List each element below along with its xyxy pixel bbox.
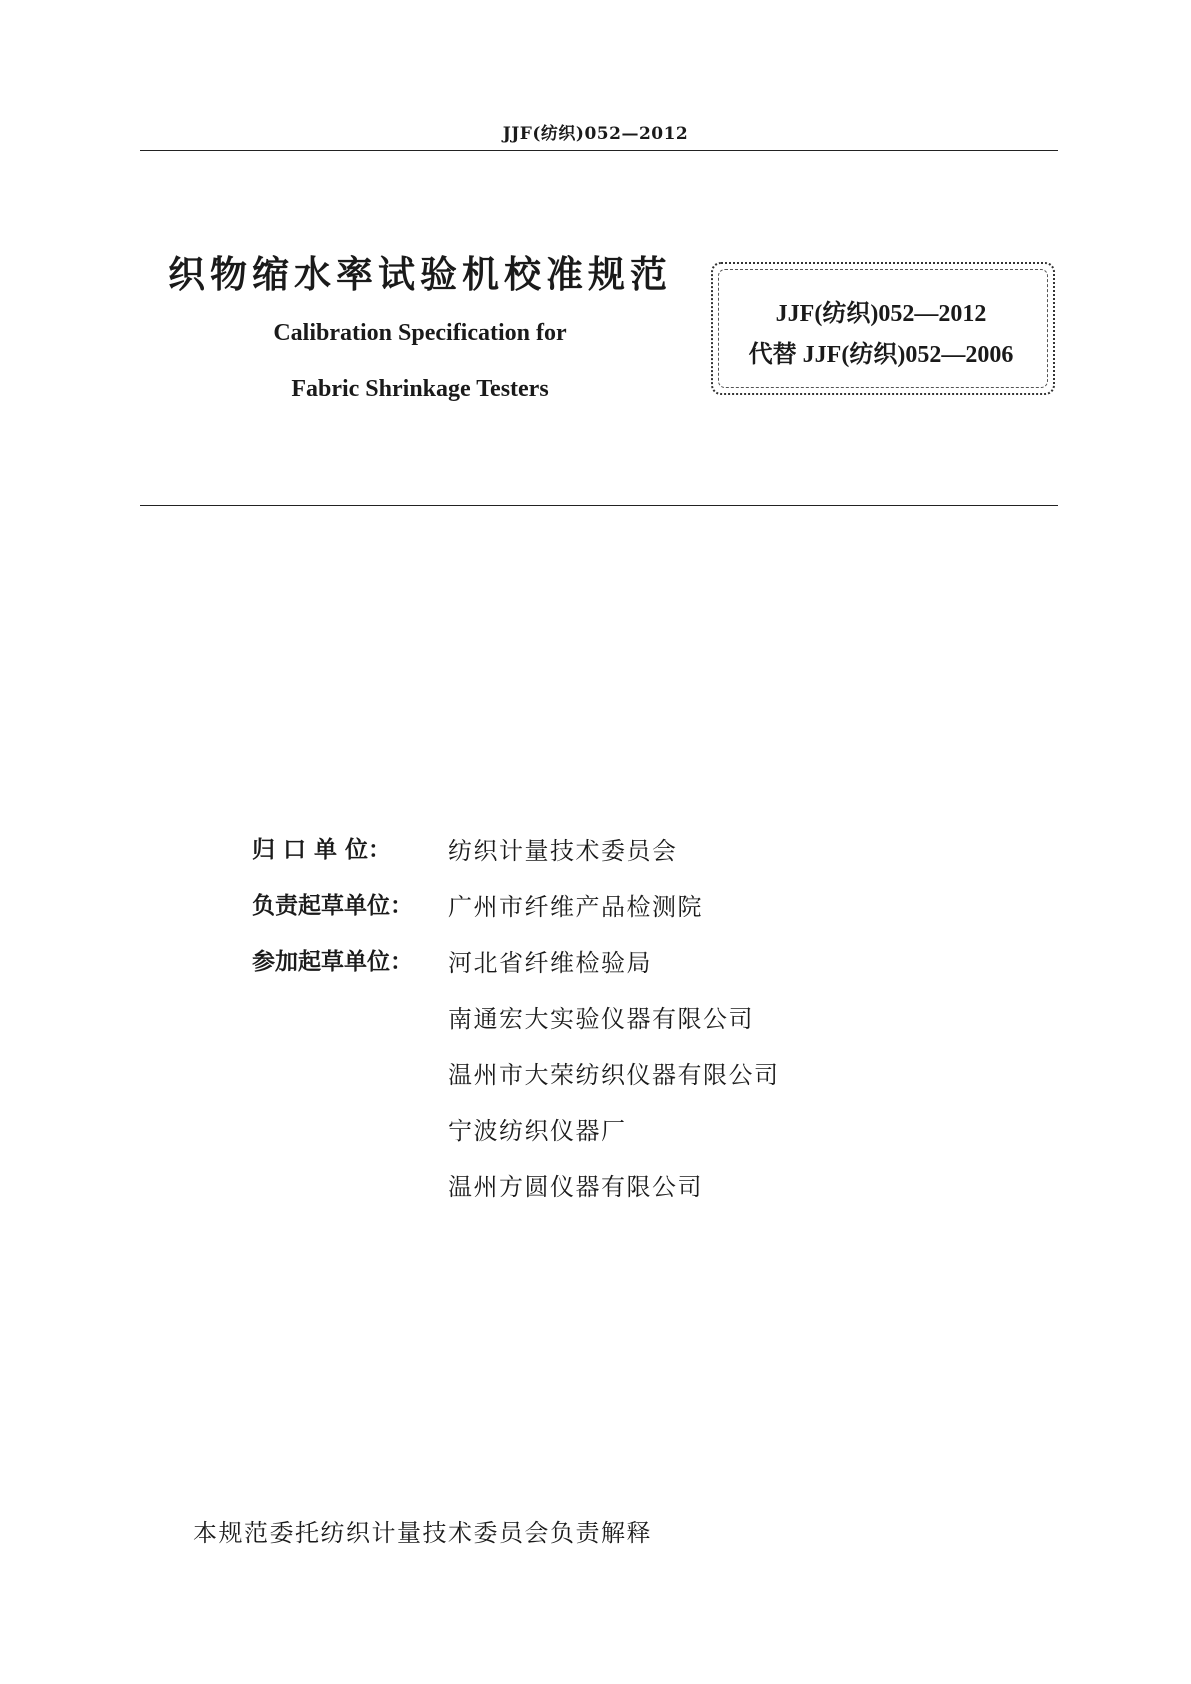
title-english-line1: Calibration Specification for xyxy=(273,320,567,346)
code-box xyxy=(711,262,1055,395)
responsible-unit-label: 归 口 单 位： xyxy=(252,837,392,863)
participating-unit: 温州方圆仪器有限公司 xyxy=(448,1173,703,1201)
interpretation-note: 本规范委托纺织计量技术委员会负责解释 xyxy=(193,1519,652,1547)
header-code: JJF(纺织)052—2012 xyxy=(502,124,689,144)
code-box-standard-code: JJF(纺织)052—2012 xyxy=(775,301,987,327)
responsible-unit: 纺织计量技术委员会 xyxy=(448,837,678,865)
title-rule xyxy=(140,505,1058,506)
code-box-replaces: 代替 JJF(纺织)052—2006 xyxy=(748,342,1014,368)
drafting-unit-label: 负责起草单位： xyxy=(252,893,413,919)
code-box-inner-border xyxy=(718,269,1048,388)
header-rule xyxy=(140,150,1058,151)
title-english-line2: Fabric Shrinkage Testers xyxy=(291,376,549,402)
participating-unit: 南通宏大实验仪器有限公司 xyxy=(448,1005,754,1033)
title-chinese: 织物缩水率试验机校准规范 xyxy=(168,253,672,296)
participating-unit: 宁波纺织仪器厂 xyxy=(448,1117,627,1145)
drafting-unit: 广州市纤维产品检测院 xyxy=(448,893,703,921)
participating-unit: 河北省纤维检验局 xyxy=(448,949,652,977)
participating-units-label: 参加起草单位： xyxy=(252,949,413,975)
participating-unit: 温州市大荣纺织仪器有限公司 xyxy=(448,1061,780,1089)
